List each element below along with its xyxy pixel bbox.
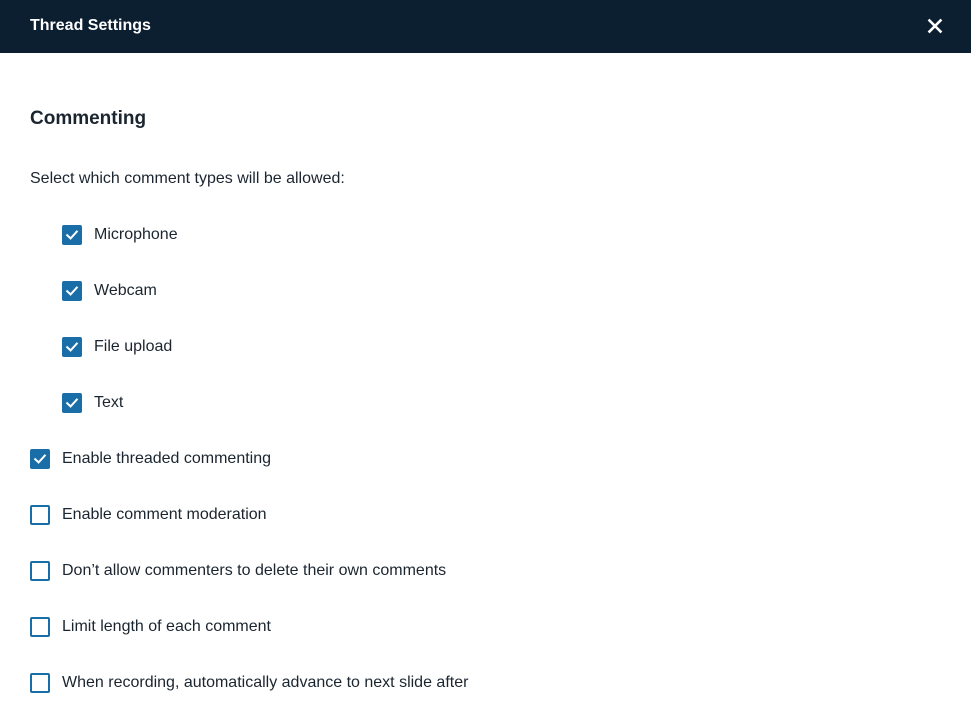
checkbox-comment-moderation[interactable] bbox=[30, 503, 267, 527]
checkbox-label: Microphone bbox=[94, 226, 178, 243]
checkbox-auto-advance-slide[interactable] bbox=[30, 671, 468, 695]
checkmark-icon bbox=[33, 452, 47, 466]
checkbox-threaded-commenting[interactable] bbox=[30, 447, 271, 471]
checkmark-icon bbox=[65, 228, 79, 242]
checkbox-disallow-delete-own-comments[interactable] bbox=[30, 559, 446, 583]
checkbox-label: Limit length of each comment bbox=[62, 618, 271, 635]
checkbox-box[interactable] bbox=[62, 225, 82, 245]
checkbox-box[interactable] bbox=[62, 393, 82, 413]
checkbox-label: Webcam bbox=[94, 282, 157, 299]
dialog-body bbox=[0, 53, 971, 715]
checkbox-limit-comment-length[interactable] bbox=[30, 615, 271, 639]
checkbox-file-upload[interactable] bbox=[62, 335, 172, 359]
checkbox-box[interactable] bbox=[62, 337, 82, 357]
checkbox-label: Text bbox=[94, 394, 124, 411]
checkmark-icon bbox=[65, 396, 79, 410]
checkbox-box[interactable] bbox=[30, 505, 50, 525]
section-title: Commenting bbox=[30, 108, 147, 129]
checkbox-box[interactable] bbox=[30, 673, 50, 693]
checkmark-icon bbox=[65, 340, 79, 354]
close-icon bbox=[925, 16, 945, 36]
checkbox-label: Enable threaded commenting bbox=[62, 450, 272, 467]
dialog-title: Thread Settings bbox=[30, 17, 151, 34]
comment-types-instructions: Select which comment types will be allowed: bbox=[30, 170, 345, 187]
checkbox-label: File upload bbox=[94, 338, 173, 355]
checkmark-icon bbox=[65, 284, 79, 298]
checkbox-webcam[interactable] bbox=[62, 279, 157, 303]
checkbox-label: Enable comment moderation bbox=[62, 506, 267, 523]
checkbox-text[interactable] bbox=[62, 391, 123, 415]
close-button[interactable] bbox=[925, 16, 945, 36]
dialog-header bbox=[0, 0, 971, 53]
checkbox-box[interactable] bbox=[30, 449, 50, 469]
checkbox-box[interactable] bbox=[30, 561, 50, 581]
checkbox-label: When recording, automatically advance to next slide after bbox=[62, 674, 469, 691]
checkbox-microphone[interactable] bbox=[62, 223, 178, 247]
checkbox-box[interactable] bbox=[62, 281, 82, 301]
checkbox-label: Don’t allow commenters to delete their own comments bbox=[62, 562, 447, 579]
checkbox-box[interactable] bbox=[30, 617, 50, 637]
